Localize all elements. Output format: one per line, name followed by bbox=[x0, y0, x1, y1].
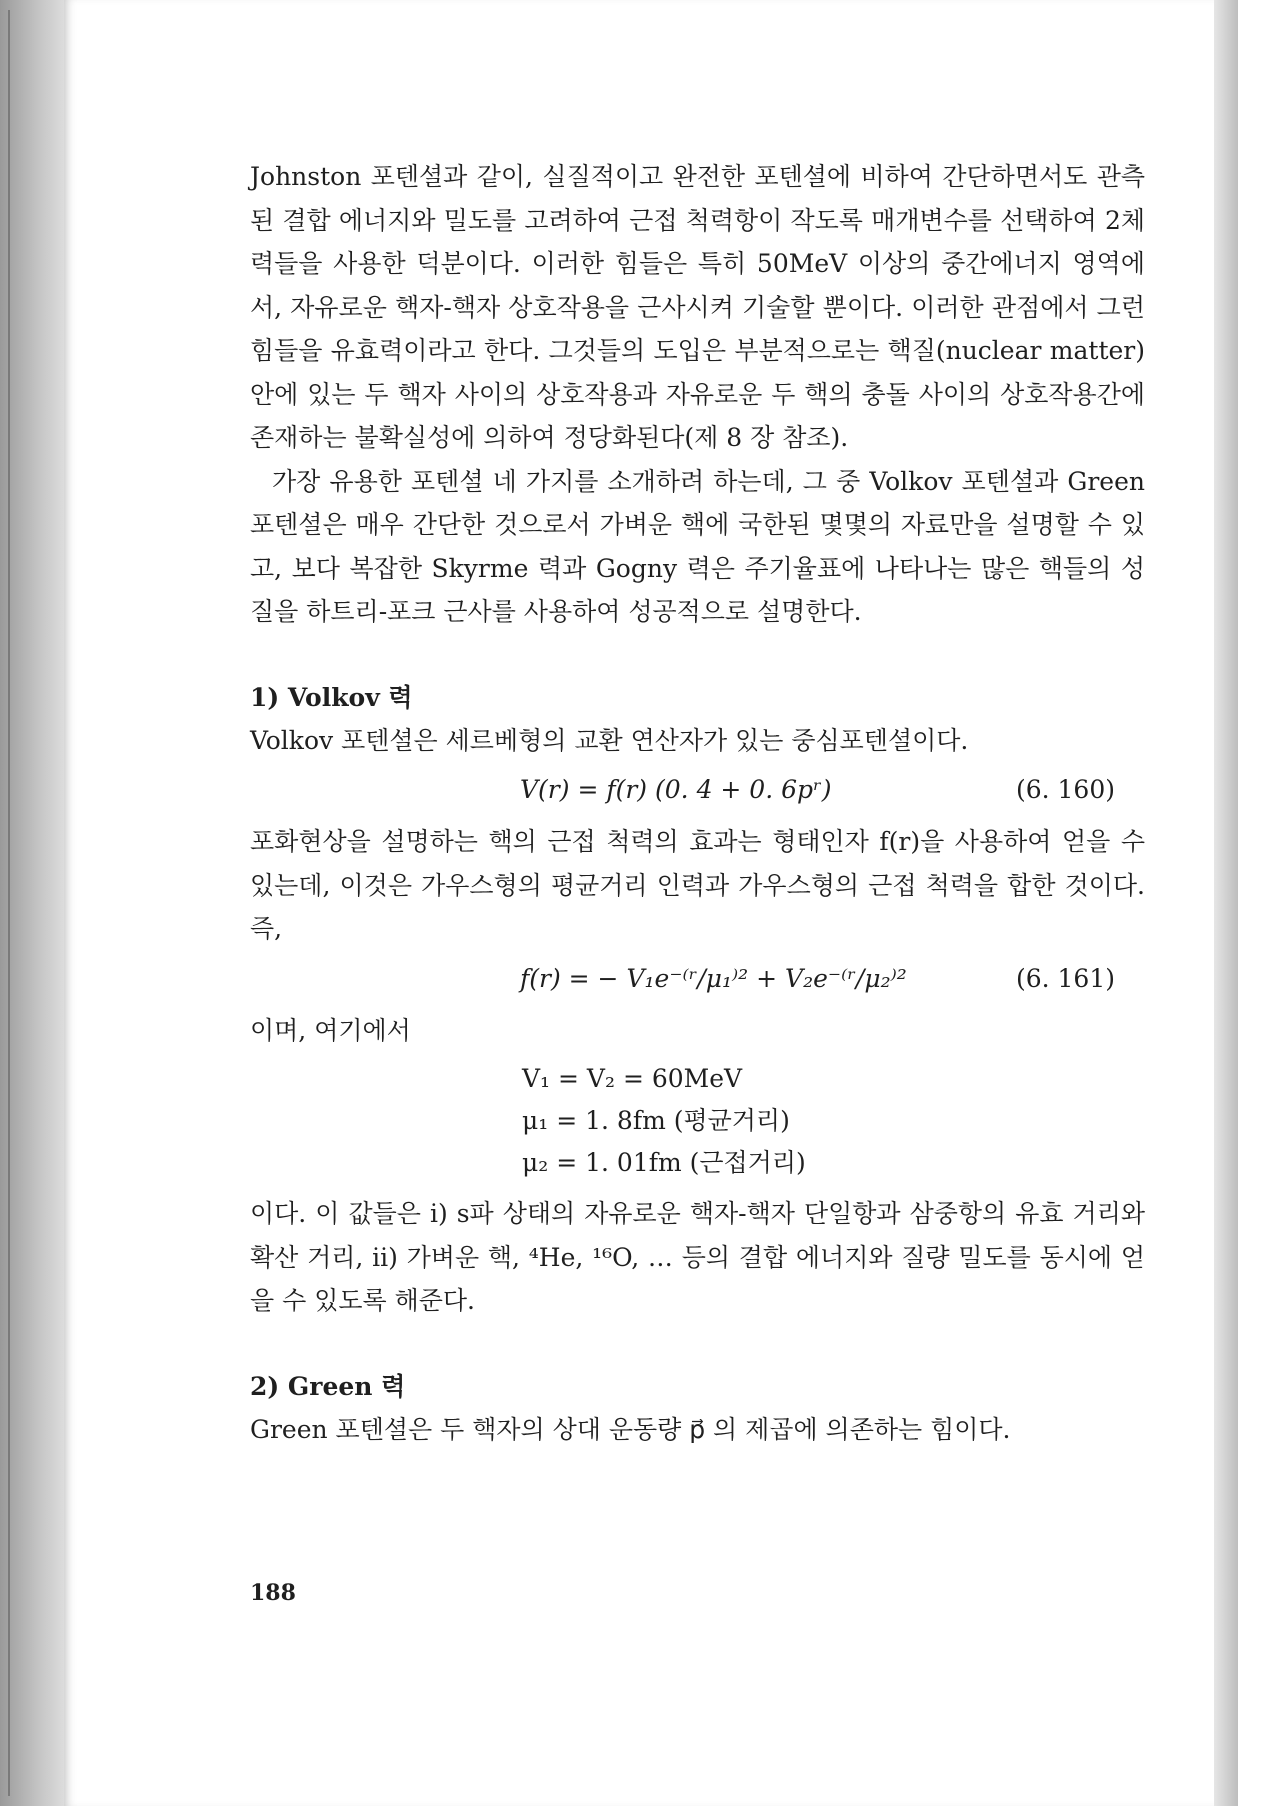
spine-line bbox=[8, 10, 10, 1796]
equation-6-160-number: (6. 160) bbox=[1015, 775, 1115, 804]
equation-6-161-number: (6. 161) bbox=[1015, 963, 1115, 993]
section-heading-green: 2) Green 력 bbox=[250, 1371, 406, 1401]
volkov-form-factor-text: 포화현상을 설명하는 핵의 근접 척력의 효과는 형태인자 f(r)을 사용하여 얻을 수 있는데, 이것은 가우스형의 평균거리 인력과 가우스형의 근접 척력을 합한 것이다. 즉, bbox=[250, 827, 1145, 943]
equation-6-160-body: V(r) = f(r) (0. 4 + 0. 6pʳ) bbox=[520, 775, 832, 804]
parameter-value: V₁ = V₂ = 60MeV bbox=[522, 1064, 743, 1093]
parameter-value: μ₁ = 1. 8fm (평균거리) bbox=[522, 1106, 790, 1135]
paragraph-johnston: Johnston 포텐셜과 같이, 실질적이고 완전한 포텐셜에 비하여 간단하면서도 관측된 결합 에너지와 밀도를 고려하여 근접 척력항이 작도록 매개변수를 선택하여 2체력들을 사용한 덕분이다. 이러한 힘들은 특히 50MeV 이상의 중간에너지 영역에서, 자유로운 핵자-핵자 상호작용을 근사시켜 기술할 뿐이다. 이러한 관점에서 그런 힘들을 유효력이라고 한다. 그것들의 도입은 부분적으로는 핵질(nuclear matter) 안에 있는 두 핵자 사이의 상호작용과 자유로운 두 핵의 충돌 사이의 상호작용간에 존재하는 불확실성에 의하여 정당화된다(제 8 장 참조). bbox=[250, 162, 1145, 452]
equation-6-160 bbox=[250, 768, 1145, 812]
where-text: 이며, 여기에서 bbox=[250, 1015, 411, 1045]
equation-6-161 bbox=[250, 957, 1145, 1001]
volkov-intro: Volkov 포텐셜은 세르베형의 교환 연산자가 있는 중심포텐셜이다. bbox=[250, 725, 969, 755]
page-right-edge bbox=[1214, 0, 1238, 1806]
page-number: 188 bbox=[250, 1580, 296, 1606]
parameter-value: μ₂ = 1. 01fm (근접거리) bbox=[522, 1148, 806, 1177]
equation-6-161-body: f(r) = − V₁e⁻⁽ʳ/μ₁⁾² + V₂e⁻⁽ʳ/μ₂⁾² bbox=[520, 963, 907, 993]
section-heading-volkov: 1) Volkov 력 bbox=[250, 682, 413, 712]
volkov-values-explanation: 이다. 이 값들은 i) s파 상태의 자유로운 핵자-핵자 단일항과 삼중항의 유효 거리와 확산 거리, ii) 가벼운 핵, ⁴He, ¹⁶O, … 등의 결합 에너지와 질량 밀도를 동시에 얻을 수 있도록 해준다. bbox=[250, 1199, 1145, 1315]
parameter-values bbox=[250, 1058, 1145, 1184]
green-intro: Green 포텐셜은 두 핵자의 상대 운동량 p⃗ 의 제곱에 의존하는 힘이다. bbox=[250, 1414, 1011, 1444]
page-content bbox=[250, 155, 1145, 1451]
paragraph-four-potentials: 가장 유용한 포텐셜 네 가지를 소개하려 하는데, 그 중 Volkov 포텐셜과 Green 포텐셜은 매우 간단한 것으로서 가벼운 핵에 국한된 몇몇의 자료만을 설명할 수 있고, 보다 복잡한 Skyrme 력과 Gogny 력은 주기율표에 나타나는 많은 핵들의 성질을 하트리-포크 근사를 사용하여 성공적으로 설명한다. bbox=[250, 466, 1145, 626]
book-spine-edge bbox=[0, 0, 64, 1806]
